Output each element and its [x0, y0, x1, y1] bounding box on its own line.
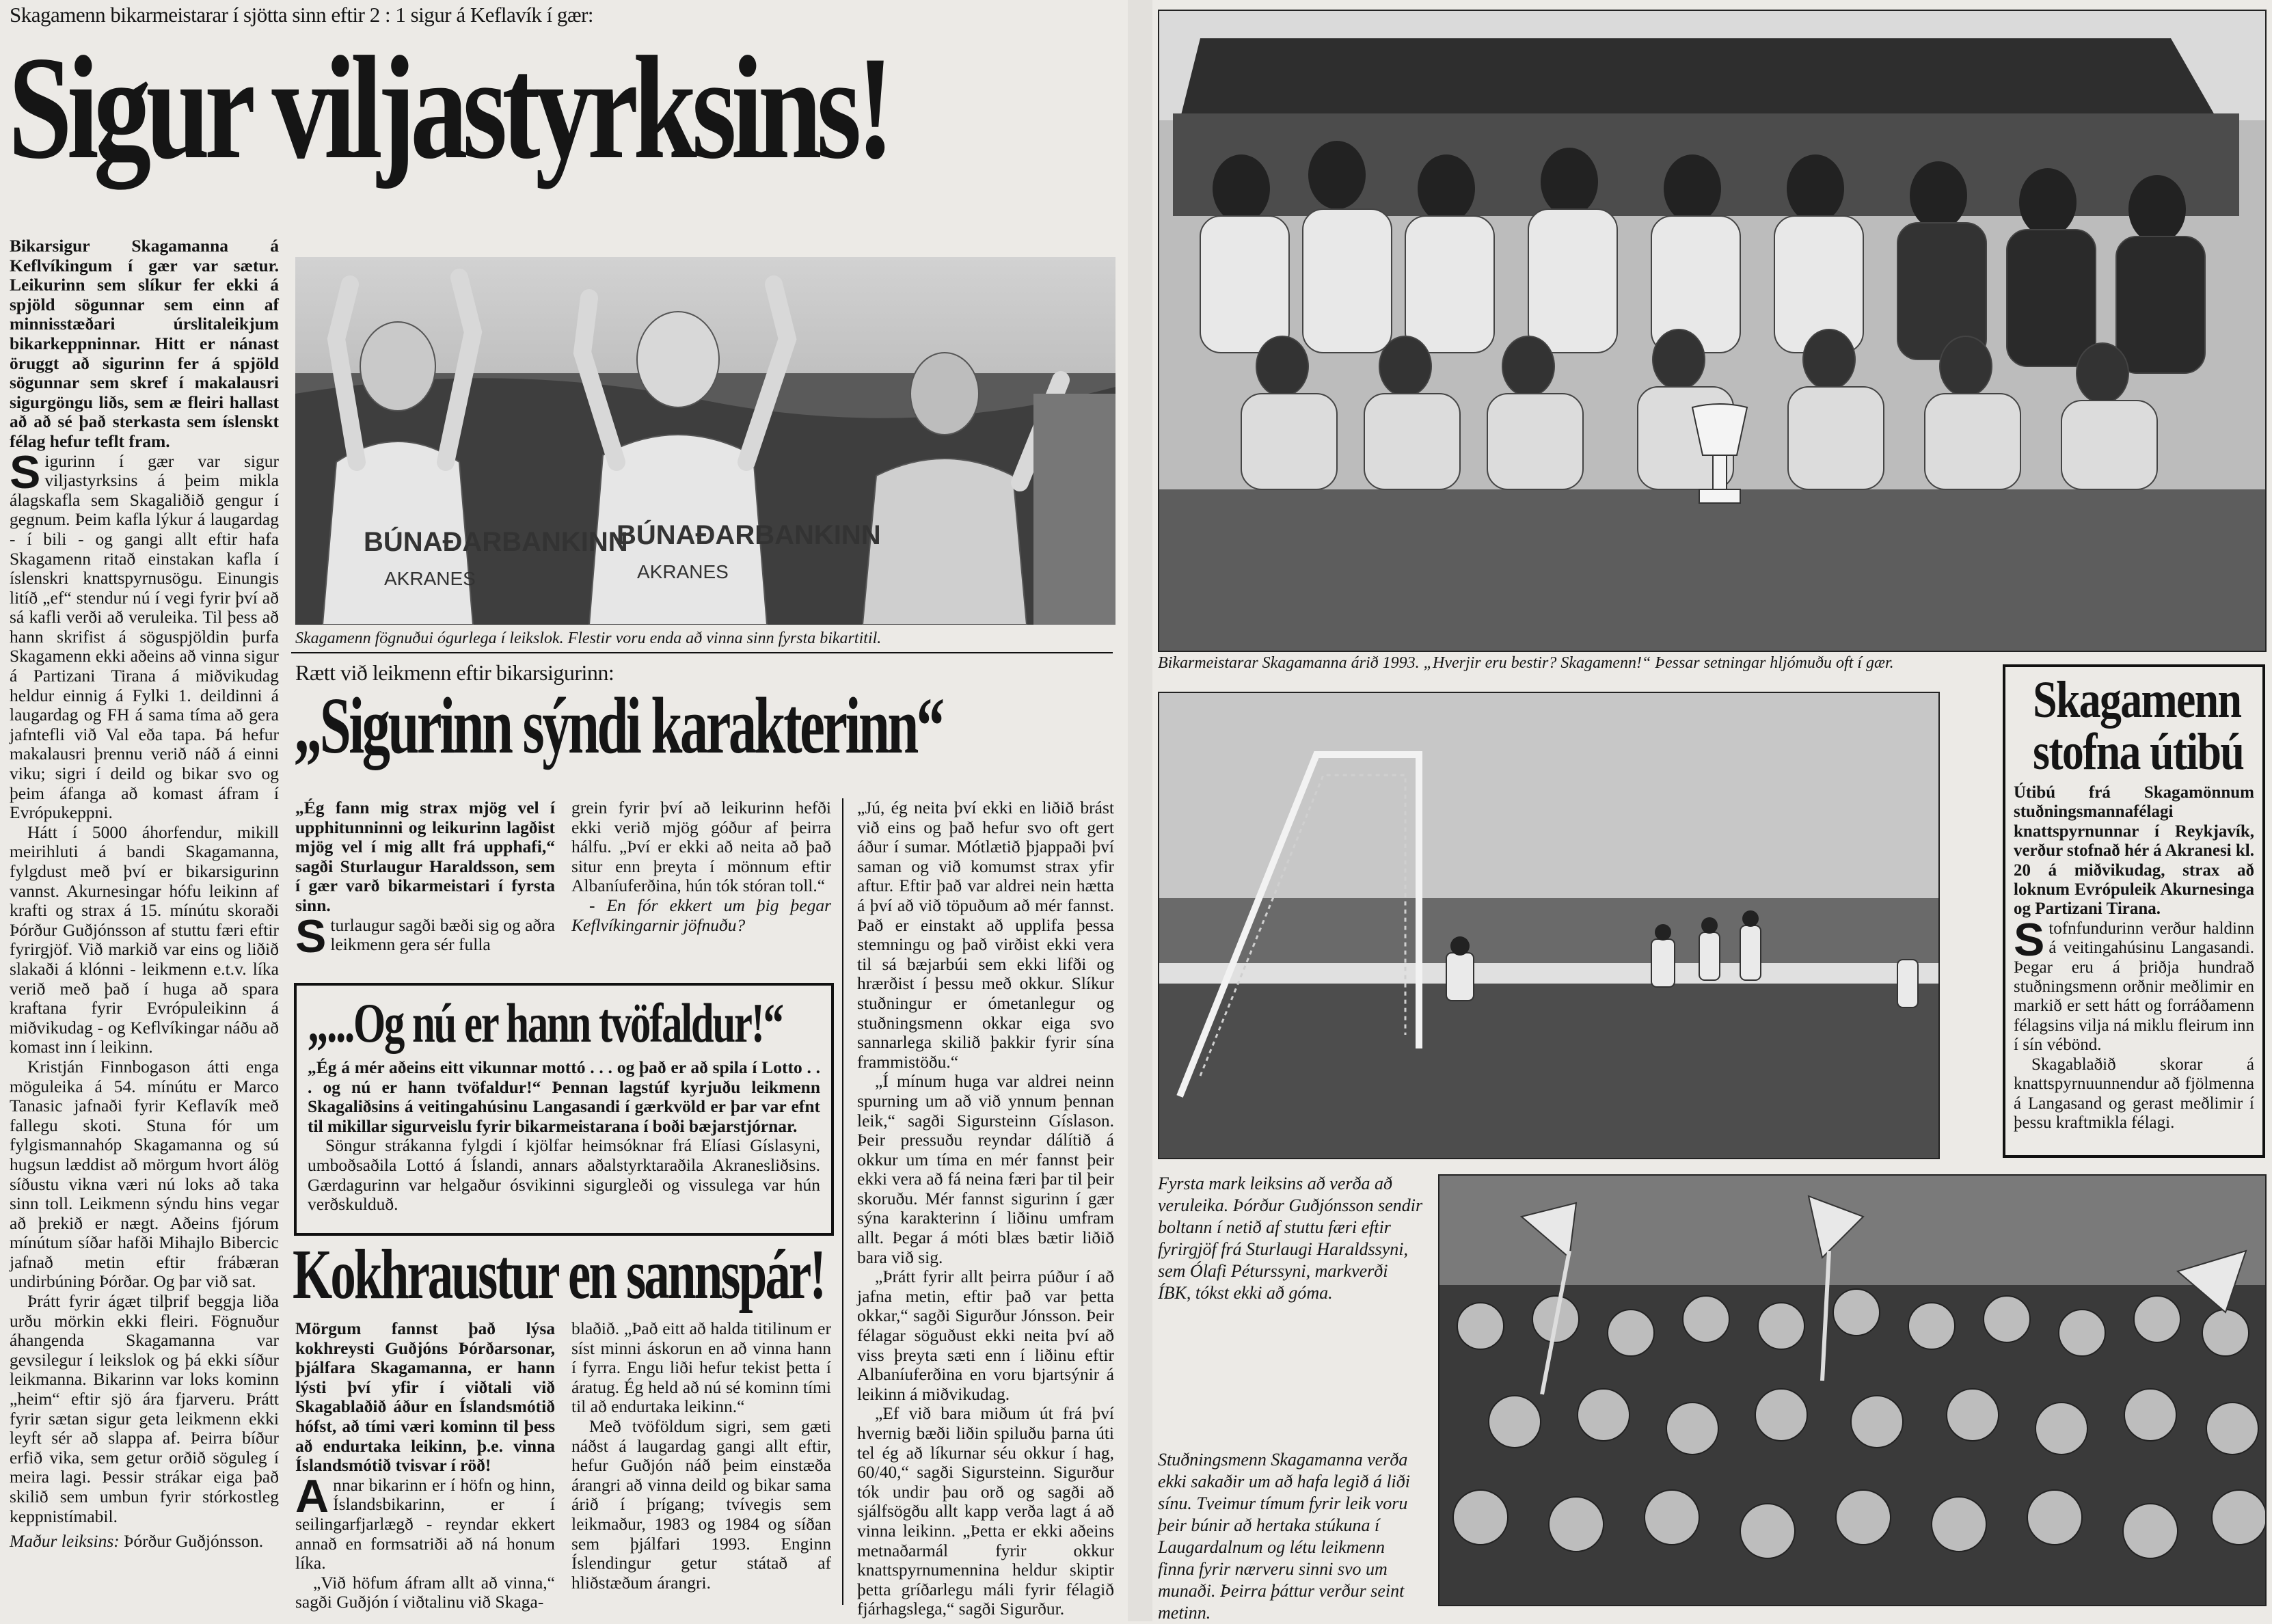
page-headline: Sigur viljastyrksins!: [8, 26, 889, 189]
branch-headline-line-1: Skagamenn: [2033, 671, 2241, 729]
page-gutter: [1128, 0, 1152, 1621]
team-photo-graphic: [1159, 11, 2265, 651]
body-paragraph: Þrátt fyrir ágæt tilþrif beggja liða urðu mörkin ekki fleiri. Fögnuður áhangenda Skagamanna var gevsilegur í leikslok og þá ekki síður leikmanna. Bikarinn var loks kominn „heim“ eftir sjö ára fjarveru. Þrátt fyrir sætan sigur geta leikmenn ekki leyft sér að slappa af. Þeirra bíður erfið vika, sem getur orðið söguleg í meira lagi. Þessir strákar eiga það skilið sem umbun fyrir stórkostleg keppnistímabil.: [10, 1291, 279, 1526]
goal-photo: [1158, 692, 1940, 1159]
column-divider: [842, 798, 843, 1605]
goal-photo-caption: Fyrsta mark leiksins að verða að veruleika. Þórður Guðjónsson sendir boltann í netið af stuttu færi eftir fyrirgjöf frá Sturlaugi Haraldssyni, sem Ólafi Péturssyni, markverði ÍBK, tókst ekki að góma.: [1158, 1174, 1423, 1303]
celebration-photo: [295, 257, 1115, 625]
interview-col-3: [857, 798, 1114, 1619]
body-paragraph: blaðið. „Það eitt að halda titilinum er síst minni áskorun en að vinna hann í fyrra. Engu liði hefur tekist þetta í áratug. Ég held að nú sé kominn tími til að endurtaka leikinn.“: [571, 1318, 831, 1417]
drop-cap: S: [10, 446, 41, 498]
kokhraustur-headline: Kokhraustur en sannspár!: [293, 1235, 825, 1314]
celebration-photo-caption: Skagamenn fögnuðui ógurlega í leikslok. Flestir voru enda að vinna sinn fyrsta bikartitil.: [295, 630, 882, 647]
interview-col-2: [571, 798, 831, 935]
body-paragraph: „Við höfum áfram allt að vinna,“ sagði Guðjón í viðtalinu við Skaga-: [295, 1572, 555, 1612]
goal-photo-graphic: [1159, 693, 1938, 1158]
lotto-sidebar-box: [294, 983, 834, 1236]
main-article: [10, 236, 279, 1552]
body-paragraph: turlaugur sagði bæði sig og aðra leikmenn gera sér fulla: [330, 915, 555, 955]
interview-headline: „Sigurinn sýndi karakterinn“: [294, 681, 943, 770]
body-paragraph: „Þrátt fyrir allt þeirra púður í að jafna metin, eftir það var þetta okkar,“ sagði Sigurður Jónsson. Þeir félagar söguðust ekki neita því að viss þreyta sæti enn í liðinu eftir Albaníuferðina en voru bjartsýnir á leikinn á miðvikudag.: [857, 1267, 1114, 1404]
branch-sidebar-box: [2003, 664, 2265, 1158]
lotto-lead: „Ég á mér aðeins eitt vikunnar mottó . . . og það er að spila í Lotto . . . og nú er hann tvöfaldur!“ Þennan lagstúf kyrjuðu leikmenn Skagaliðsins á veitingahúsinu Langasandi í gærkvöld er þar var efnt til mikillar sigurveislu fyrir bikarmeistarana í boði bæjarstjórnar.: [308, 1057, 820, 1136]
body-paragraph: „Í mínum huga var aldrei neinn spurning um að við ynnum þennan leik,“ sagði Sigursteinn Gíslason. Þeir pressuðu reyndar dálítið á okkur um tíma en mér fannst þeir ekki vera að fá neina færi þar til þeir skoruðu. Mér fannst sigurinn í gær sýna karakterinn í liðinu umfram allt. Þegar á móti blæs bætir liðið bara við sig.: [857, 1071, 1114, 1267]
body-paragraph: Kristján Finnbogason átti enga möguleika á 54. mínútu er Marco Tanasic jafnaði fyrir Keflavík með fallegu skoti. Stuna fór um fylgismannahóp Skagamanna og sú hugsun læddist að mörgum hvort álög síðustu vikna væri nú loks að taka sinn toll. Leikmenn sýndu hins vegar að þrekið er nægt. Aðeins fjórum mínútum síðar hafði Mihajlo Bibercic jafnað metin eftir frábæran undirbúning Þórðar. Og þar við sat.: [10, 1056, 279, 1292]
fans-photo-graphic: [1439, 1176, 2265, 1605]
drop-cap: S: [2014, 913, 2045, 966]
shirt-text: BÚNAÐARBANKINN: [617, 520, 881, 550]
branch-lead: Útibú frá Skagamönnum stuðningsmannafélagi knattspyrnunnar í Reykjavík, verður stofnað hér á Akranesi kl. 20 á miðvikudag, strax að loknum Evrópuleik Akurnesinga og Partizani Tirana.: [2014, 783, 2254, 919]
shirt-sub-text: AKRANES: [384, 568, 476, 589]
drop-cap: A: [295, 1470, 329, 1522]
team-photo: [1158, 10, 2267, 652]
kokhraustur-col-1: [295, 1319, 555, 1612]
drop-cap: S: [295, 910, 327, 962]
branch-headline-line-2: stofna útibú: [2033, 723, 2244, 781]
fans-photo: [1438, 1174, 2267, 1606]
lotto-headline: „...Og nú er hann tvöfaldur!“: [308, 992, 783, 1054]
lotto-body: Söngur strákanna fylgdi í kjölfar heimsóknar frá Elíasi Gíslasyni, umboðsaðila Lottó á Íslandi, annars aðalstyrktaraðila Akranesliðsins. Gærdagurinn var helgaður ósvikinni sigurgleði og vissulega var hún verðskulduð.: [308, 1135, 820, 1215]
body-paragraph: nnar bikarinn er í höfn og hinn, Íslandsbikarinn, er í seilingarfjarlægð - reyndar ekkert annað en formsatriði að ná honum líka.: [295, 1474, 555, 1573]
interview-kicker: Rætt við leikmenn eftir bikarsigurinn:: [295, 660, 614, 685]
interview-lead: „Ég fann mig strax mjög vel í upphitunninni og leikurinn lagðist mjög vel í mig allt frá upphafi,“ sagði Sturlaugur Haraldsson, sem í gær varð bikarmeistari í fyrsta sinn.: [295, 798, 555, 915]
shirt-sub-text: AKRANES: [637, 561, 729, 582]
body-paragraph: Skagablaðið skorar á knattspyrnuunnendur að fjölmenna á Langasand og gerast meðlimir í þessu kraftmikla félagi.: [2014, 1055, 2254, 1132]
team-photo-caption: Bikarmeistarar Skagamanna árið 1993. „Hverjir eru bestir? Skagamenn!“ Þessar setningar hljómuðu oft í gær.: [1158, 654, 1894, 672]
shirt-text: BÚNAÐARBANKINN: [364, 527, 628, 557]
man-of-match-name: Þórður Guðjónsson.: [124, 1531, 264, 1552]
body-paragraph: „Jú, ég neita því ekki en liðið brást við eins og það hefur svo oft gert áður í sumar. Mótlætið þjappaði því saman og við komumst strax yfir aftur. Eftir það var aldrei nein hætta á því að við töpuðum að mér fannst. Það er einstakt að upplifa þessa stemningu og það virðist ekki vera til sá bæjarbúi sem ekki lifði og hrærðist í þessu með okkur. Slíkur stuðningur er ómetanlegur og stuðningsmenn okkar eiga svo sannarlega skilið þakkir fyrir sína frammistöðu.“: [857, 798, 1114, 1072]
celebration-photo-graphic: [295, 257, 1115, 625]
body-paragraph: grein fyrir því að leikurinn hefði ekki verið mjög góður af þeirra hálfu. „Því er ekki að neita að það situr enn þreyta í mönnum eftir Albaníuferðina, hún tók stóran toll.“: [571, 798, 831, 896]
article-kicker: Skagamenn bikarmeistarar í sjötta sinn eftir 2 : 1 sigur á Keflavík í gær:: [10, 3, 594, 27]
interview-question: - En fór ekkert um þig þegar Keflvíkingarnir jöfnuðu?: [571, 895, 831, 935]
kokhraustur-lead: Mörgum fannst það lýsa kokhreysti Guðjóns Þórðarsonar, þjálfara Skagamanna, er hann lýsti því yfir í viðtali við Skagablaðið áður en Íslandsmótið hófst, að tími væri kominn til þess að endurtaka leikinn, þ.e. vinna Íslandsmótið tvisvar í röð!: [295, 1318, 555, 1476]
body-paragraph: igurinn í gær var sigur viljastyrksins á þeim mikla álagskafla sem Skagaliðið gengur í gegnum. Þeim kafla lýkur á laugardag - í bili - og gangi allt eftir hafa Skagamenn ritað einstakan kafla í íslenskri knattspyrnusögu. Einungis litíð „ef“ stendur nú í vegi fyrir því að sá kafli verði að veruleika. Til þess að hann skrifist á söguspjöldin þurfa Skagamenn ekki aðeins að vinna sigur á Partizani Tirana á miðvikudag heldur einnig á Fylki 1. deildinni á laugardag og FH á sama tíma að gera jafntefli við Val eða tapa. Þá hefur makalausri þrennu verið náð á einni viku; sigri í deild og bikar svo og þeim áfanga að komast áfram í Evrópukeppni.: [10, 450, 279, 823]
body-paragraph: Með tvöföldum sigri, sem gæti náðst á laugardag gangi allt eftir, hefur Guðjón náð þeim einstæða árangri að vinna deild og bikar sama árið í þrígang; tvívegis sem leikmaður, 1983 og 1984 og síðan sem þjálfari 1993. Enginn Íslendingur getur státað af hliðstæðum árangri.: [571, 1416, 831, 1593]
body-paragraph: Hátt í 5000 áhorfendur, mikill meirihluti á bandi Skagamanna, fylgdust með því er bikarsigurinn vannst. Akurnesingar hófu leikinn af krafti og strax á 15. mínútu skoraði Þórður Guðjónsson af stuttu færi eftir fyrirgjöf. Við markið var eins og liðið slakaði á klónni - leikmenn e.t.v. líka verið með það í huga að spara kraftana fyrir Evrópuleikinn á miðvikudag - og Keflvíkingar náðu að komast inn í leikinn.: [10, 822, 279, 1057]
kokhraustur-col-2: [571, 1319, 831, 1593]
body-paragraph: tofnfundurinn verður haldinn á veitingahúsinu Langasandi. Þegar eru á þriðja hundrað stuðningsmenn orðnir meðlimir en markið er sett hátt og forráðamenn félagsins vilja ná miklu fleirum inn í sín vébönd.: [2014, 919, 2255, 1055]
man-of-match-label: Maður leiksins:: [10, 1531, 120, 1552]
interview-col-1: [295, 798, 555, 962]
body-paragraph: „Ef við bara miðum út frá því hvernig bæði liðin spiluðu þarna úti tel ég að líkurnar séu okkur í hag, 60/40,“ sagði Sigursteinn. Sigurður tók undir þau orð og sagði að sjálfsögðu allt kapp verða lagt á að vinna leikinn. „Þetta er ekki aðeins metnaðarmál fyrir okkur knattspyrnumennina heldur skiptir þetta gríðarlegu máli fyrir félagið fjárhagslega,“ sagði Sigurður.: [857, 1403, 1114, 1619]
fans-photo-caption: Stuðningsmenn Skagamanna verða ekki sakaðir um að hafa legið á liði sínu. Tveimur tímum fyrir leik voru þeir búnir að hertaka stúkuna í Laugardalnum og létu leikmenn finna fyrir nærveru sinni svo um munaði. Þeirra þáttur verður seint metinn.: [1158, 1450, 1411, 1623]
column-divider: [291, 652, 1113, 653]
main-lead: Bikarsigur Skagamanna á Keflvíkingum í gær var sætur. Leikurinn sem slíkur fer ekki á spjöld sögunnar sem einn af minnisstæðari úrslitaleikjum bikarkeppninnar. Hitt er nánast öruggt að sigurinn fer á spjöld sögunnar sem skref í makalausri sigurgöngu liðs, sem æ fleiri hallast að að sé það sterkasta sem íslenskt félag hefur teflt fram.: [10, 236, 279, 451]
